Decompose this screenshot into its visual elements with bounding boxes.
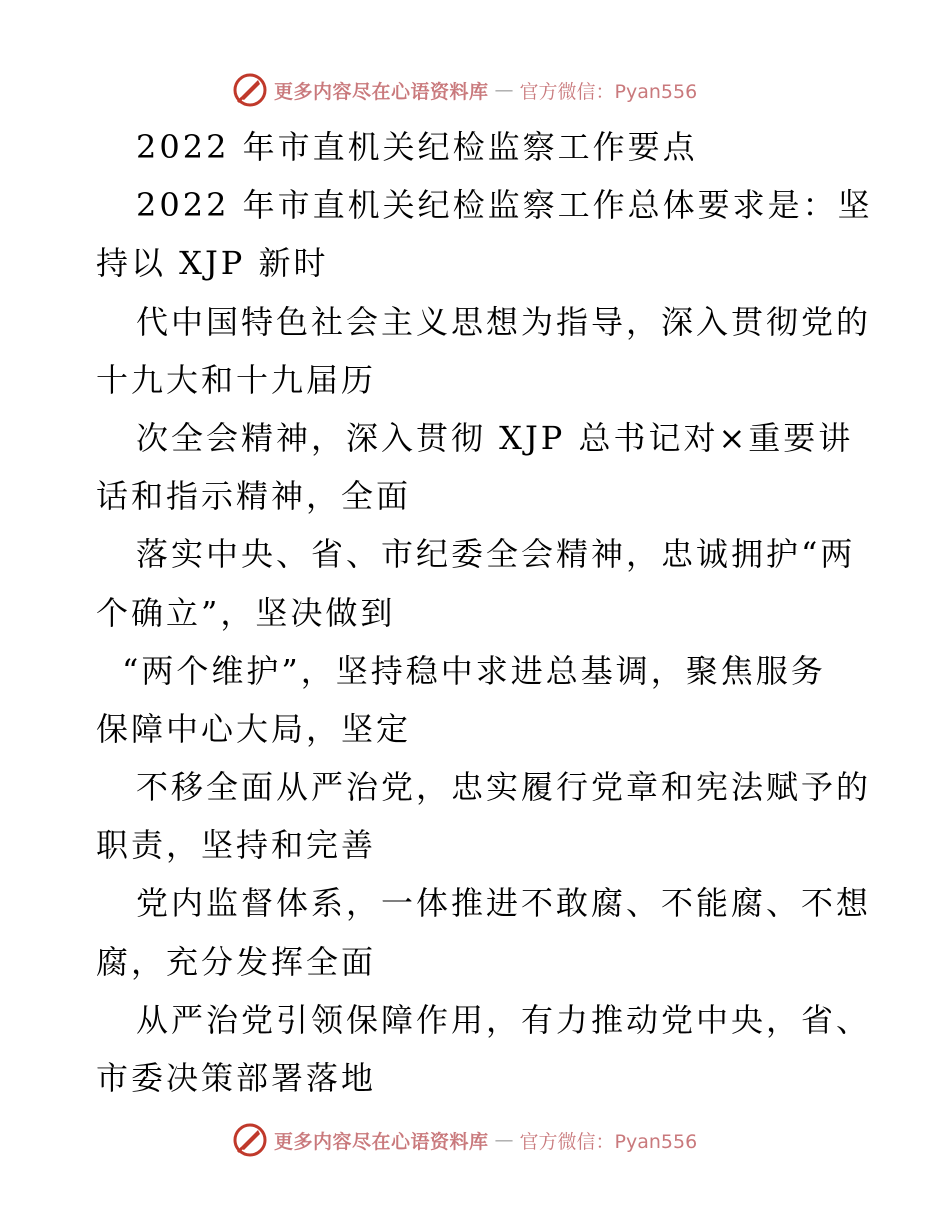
wechat-text: 官方微信：Pyan556: [519, 80, 698, 103]
separator: —: [494, 79, 514, 101]
separator: —: [494, 1129, 514, 1151]
text-line: 持以 XJP 新时: [96, 244, 329, 283]
document-body: [96, 118, 873, 1107]
text-line: 从严治党引领保障作用，有力推动党中央，省、: [136, 1000, 872, 1039]
footer-banner: [232, 1120, 697, 1160]
text-line: 不移全面从严治党，忠实履行党章和宪法赋予的: [136, 768, 872, 807]
text-line: 次全会精神，深入贯彻 XJP 总书记对×重要讲: [136, 418, 854, 457]
text-line: 党内监督体系，一体推进不敢腐、不能腐、不想: [136, 884, 872, 923]
text-line: 市委决策部署落地: [96, 1059, 377, 1097]
quill-logo-icon: [232, 72, 268, 108]
text-line: 保障中心大局，坚定: [96, 709, 412, 748]
quill-logo-icon: [232, 1122, 268, 1158]
text-line: 个确立”，坚决做到: [96, 593, 396, 632]
text-line: 腐，充分发挥全面: [96, 942, 377, 981]
wechat-text: 官方微信：Pyan556: [519, 1130, 698, 1153]
promo-text: 更多内容尽在心语资料库: [274, 80, 489, 103]
text-line: 话和指示精神，全面: [96, 477, 412, 516]
text-line: 职责，坚持和完善: [96, 826, 377, 865]
text-line: 代中国特色社会主义思想为指导，深入贯彻党的: [136, 302, 872, 341]
header-banner: [232, 70, 697, 110]
promo-text: 更多内容尽在心语资料库: [274, 1130, 489, 1153]
text-line: 2022 年市直机关纪检监察工作总体要求是：坚: [136, 186, 873, 225]
text-line: 落实中央、省、市纪委全会精神，忠诚拥护“两: [136, 535, 856, 574]
document-title: 2022 年市直机关纪检监察工作要点: [136, 128, 698, 166]
text-line: “两个维护”，坚持稳中求进总基调，聚焦服务: [122, 651, 826, 690]
text-line: 十九大和十九届历: [96, 360, 377, 399]
